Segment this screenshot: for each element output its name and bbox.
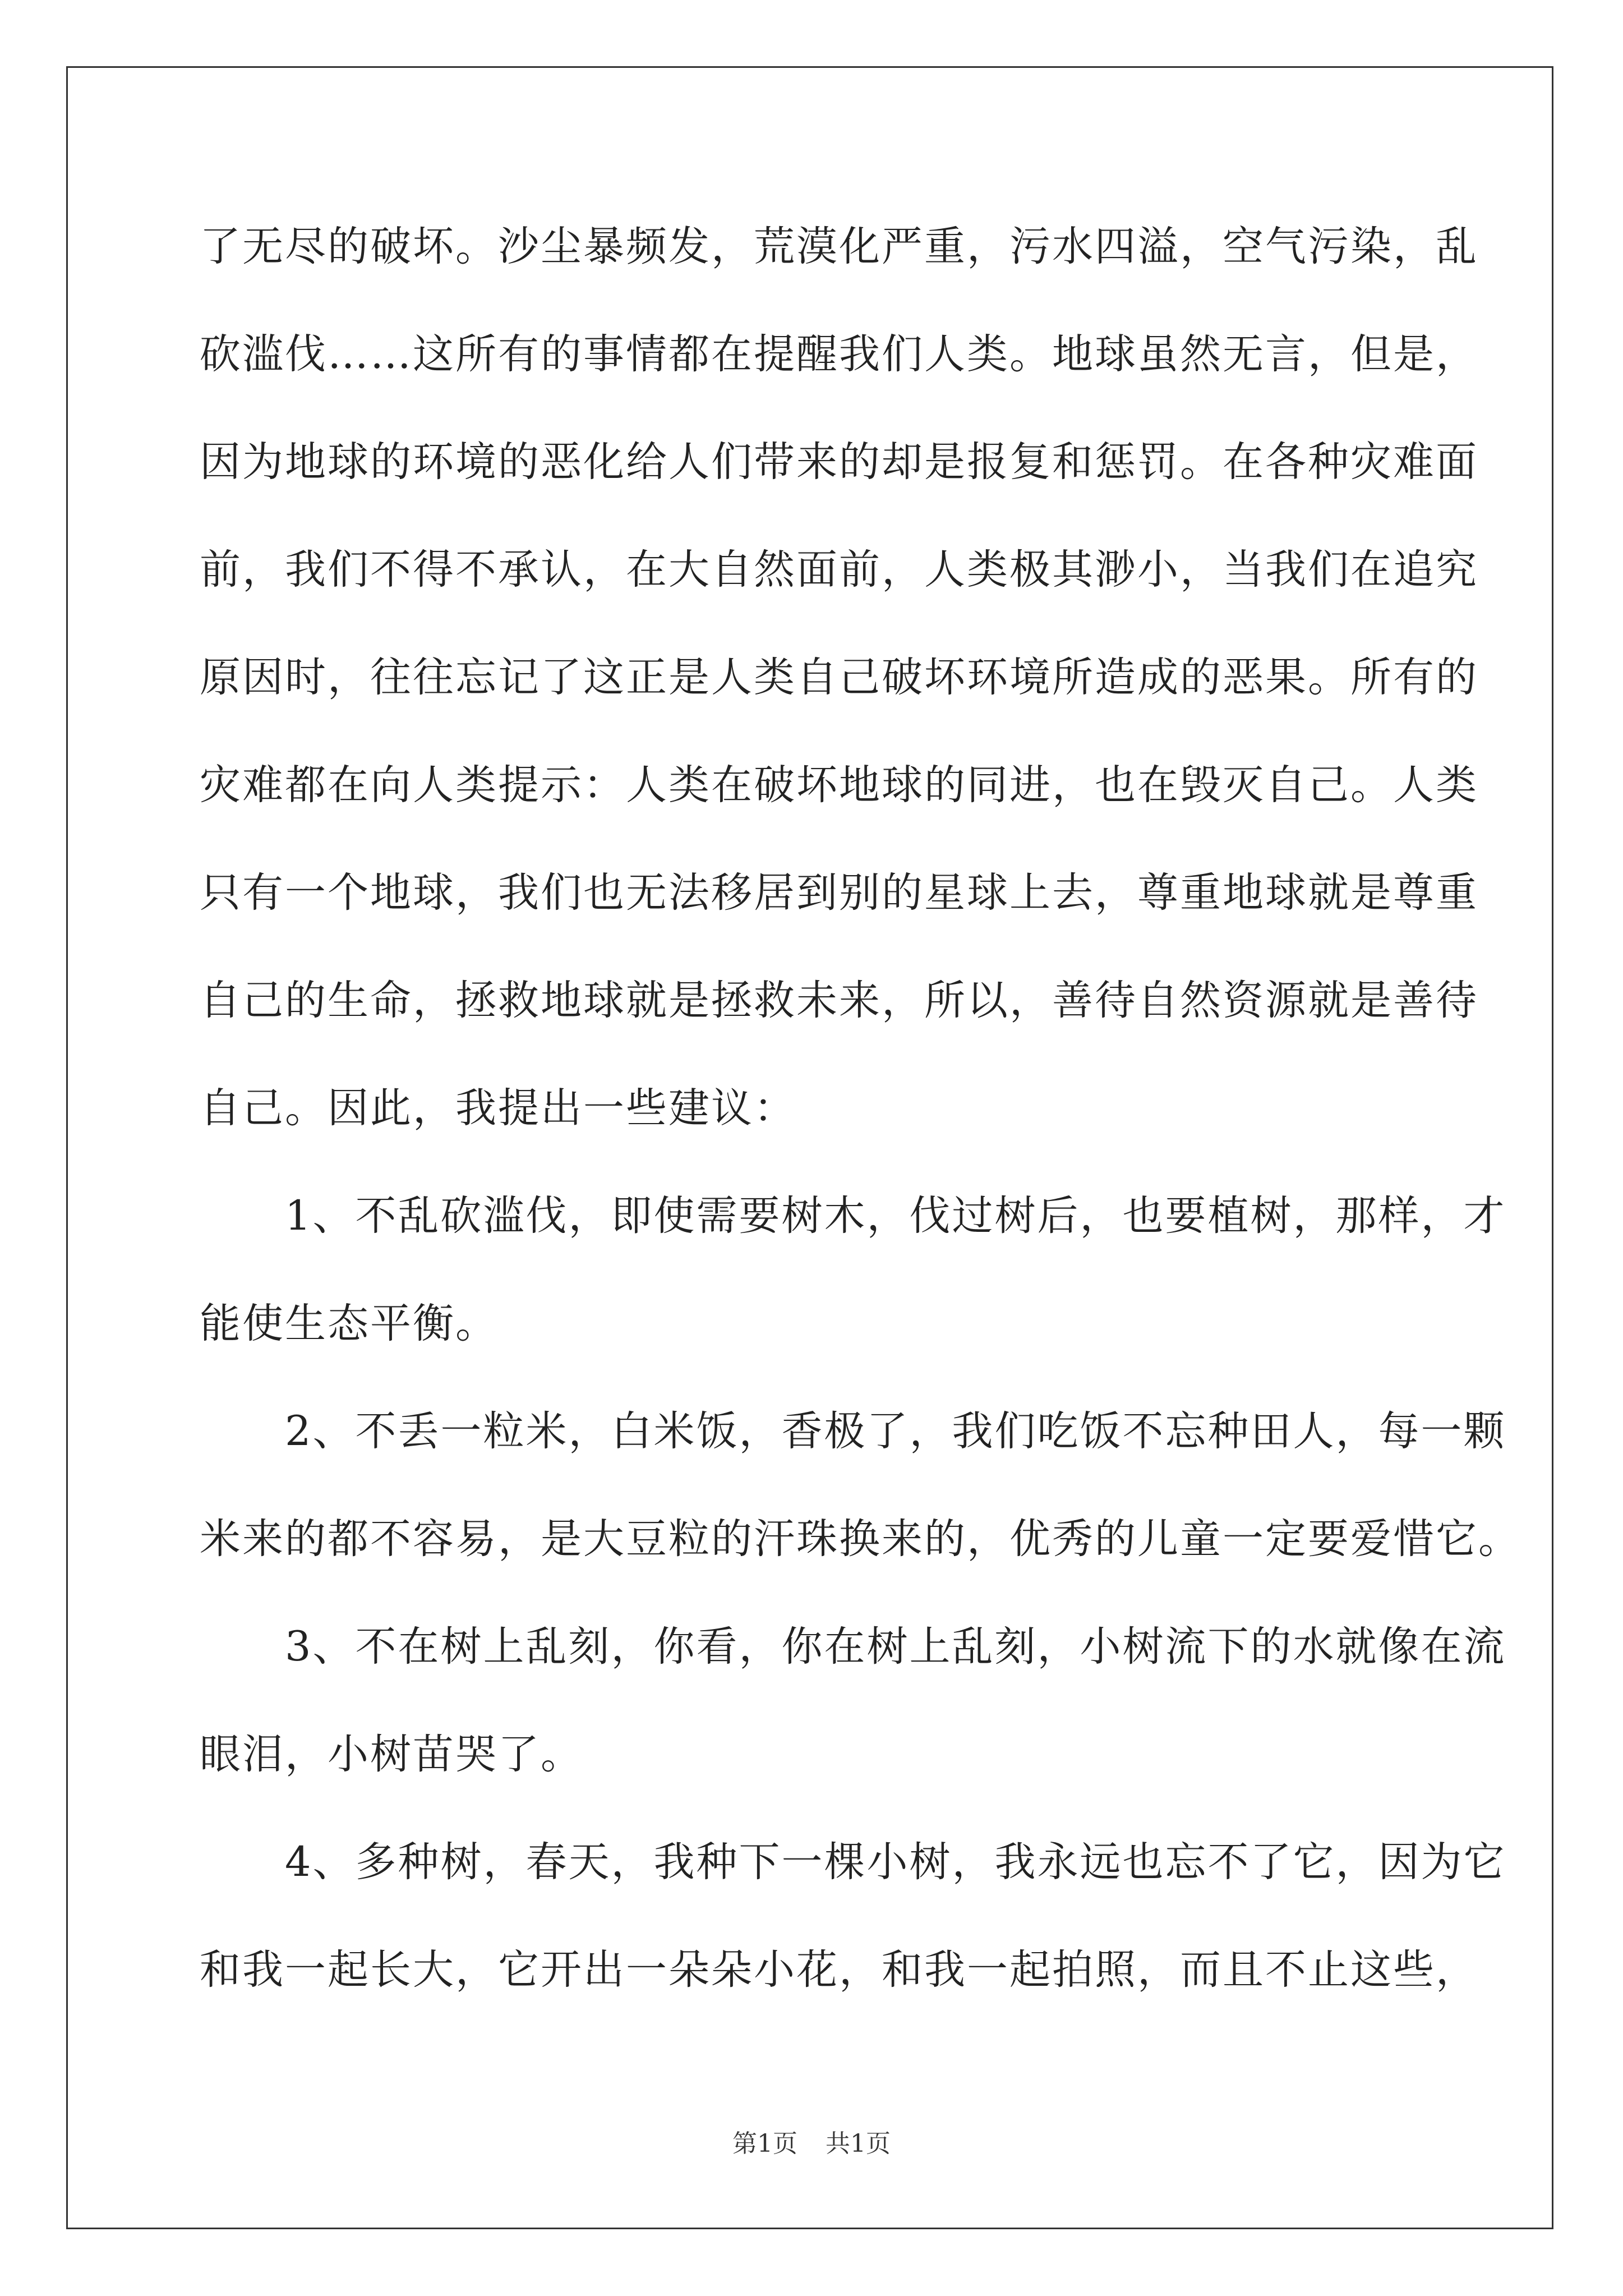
text-line: 只有一个地球，我们也无法移居到别的星球上去，尊重地球就是尊重	[200, 869, 1478, 917]
text-line: 1、不乱砍滥伐，即使需要树木，伐过树后，也要植树，那样，才	[200, 1192, 1506, 1240]
text-line: 砍滥伐……这所有的事情都在提醒我们人类。地球虽然无言，但是，	[200, 330, 1478, 378]
text-line: 灾难都在向人类提示：人类在破坏地球的同进，也在毁灭自己。人类	[200, 761, 1478, 809]
text-line: 3、不在树上乱刻，你看，你在树上乱刻，小树流下的水就像在流	[200, 1623, 1506, 1671]
text-line: 自己。因此，我提出一些建议：	[200, 1084, 796, 1132]
document-body	[200, 213, 1521, 2044]
page-total-label: 共1页	[826, 2129, 891, 2158]
text-line: 2、不丢一粒米，白米饭，香极了，我们吃饭不忘种田人，每一颗	[200, 1407, 1506, 1455]
page-footer	[0, 2127, 1623, 2161]
text-line: 眼泪，小树苗哭了。	[200, 1731, 583, 1778]
text-line: 原因时，往往忘记了这正是人类自己破坏环境所造成的恶果。所有的	[200, 654, 1478, 701]
text-line: 米来的都不容易，是大豆粒的汗珠换来的，优秀的儿童一定要爱惜它。	[200, 1515, 1521, 1563]
text-line: 4、多种树，春天，我种下一棵小树，我永远也忘不了它，因为它	[200, 1838, 1506, 1886]
page-current-label: 第1页	[732, 2129, 797, 2158]
text-line: 能使生态平衡。	[200, 1300, 498, 1347]
text-line: 前，我们不得不承认，在大自然面前，人类极其渺小，当我们在追究	[200, 546, 1478, 593]
text-line: 自己的生命，拯救地球就是拯救未来，所以，善待自然资源就是善待	[200, 977, 1478, 1024]
text-line: 和我一起长大，它开出一朵朵小花，和我一起拍照，而且不止这些，	[200, 1946, 1478, 1994]
text-line: 了无尽的破坏。沙尘暴频发，荒漠化严重，污水四溢，空气污染，乱	[200, 223, 1478, 270]
text-line: 因为地球的环境的恶化给人们带来的却是报复和惩罚。在各种灾难面	[200, 438, 1478, 486]
